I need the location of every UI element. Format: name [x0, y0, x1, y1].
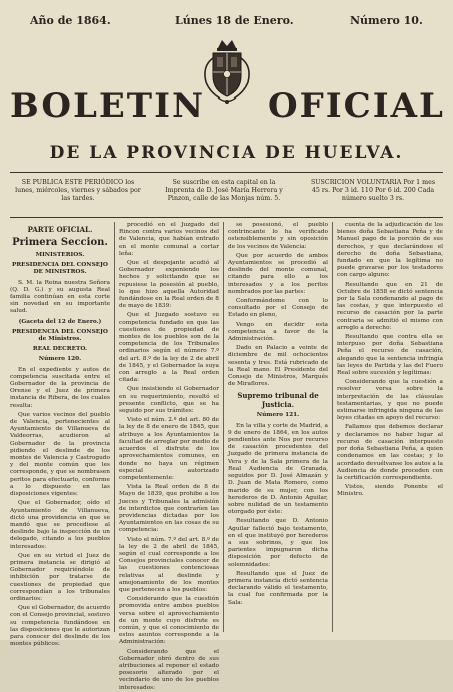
masthead-top-line: [0, 14, 453, 32]
subscription-address: Se suscribe en esta capital en la Imprenta de D. José María Herrera y Pinzon, calle de las Monjas núm. 5.: [165, 179, 283, 202]
column-divider: [114, 222, 115, 632]
paragraph: Considerando que el Gobernador obró dentro de sus atribuciones al reponer el estado posesorio alterado por el vecindario de uno de los pueblos interesados:: [119, 648, 219, 691]
title-word-boletin: BOLETIN: [10, 86, 206, 126]
paragraph: Que el despojante acudió al Gobernador exponiendo los hechos y solicitando que se repusiese la posesión al pueblo, lo que hizo aquella Autoridad fundándose en la Real orden de 8 de mayo de 1839:: [119, 260, 219, 310]
column-divider: [223, 222, 224, 632]
section-heading: REAL DECRETO.: [32, 346, 88, 353]
issue-number: Número 10.: [350, 14, 423, 27]
paragraph: procedió en el Juzgado del Rincon contra varios vecinos del de Valencia, que habían entrado en el monte comunal a cortar leña:: [119, 222, 219, 257]
paragraph: Considerando que la cuestión a resolver versa sobre la interpretación de las cláusulas testamentarias, y que no puede estimarse infringida ninguna de las leyes citadas en apoyo del recurso:: [337, 379, 443, 422]
date-label: Lúnes 18 de Enero.: [175, 14, 294, 27]
text-column-1: [10, 222, 110, 648]
paragraph: En el expediente y autos de competencia suscitada entre el Gobernador de la provincia de Orense y el Juez de primera instancia de Ribera, de los cuales resulta:: [10, 366, 110, 409]
paragraph: Que varios vecinos del pueblo de Valencia, pertenecientes al Ayuntamiento de Villanueva de Valdeorras, acudieron al Gobernador de la provincia pidiendo el deslinde de los montes de Valencia y Castrogudo y del monte común que les corresponde, y que se nombrasen peritos para efectuarlo, conforme a lo dispuesto en las disposiciones vigentes:: [10, 411, 110, 498]
section-heading: Número 120.: [38, 356, 82, 363]
newspaper-title: [10, 86, 443, 130]
section-heading: Supremo tribunal de Justicia.: [237, 391, 319, 410]
section-heading: (Gaceta del 12 de Enero.): [18, 318, 102, 325]
paragraph: Dado en Palacio a veinte de diciembre de mil ochocientos sesenta y tres. Está rubricado de la Real mano. El Presidente del Consejo de Ministros, Marqués de Miraflores.: [228, 345, 328, 388]
section-heading: PARTE OFICIAL.: [27, 225, 93, 234]
info-rule: [10, 217, 443, 218]
paragraph: En la villa y corte de Madrid, a 9 de enero de 1864, en los autos pendientes ante Nos por recurso de casación procedentes del Juzgado de primera instancia de Vera y de la Sala primera de la Real Audiencia de Granada, seguidos por D. José Almazán y D. Juan de Mata Romero, como marido de su mujer, con los herederos de D. Antonio Aguilar, sobre nulidad de un testamento otorgado por éste:: [228, 422, 328, 516]
paragraph: Que por acuerdo de ambos Ayuntamientos se procedió al deslinde del monte comunal, citando para ello a los interesados y a los peritos nombrados por las partes:: [228, 252, 328, 295]
paragraph: Visto el núm. 2.º del art. 80 de la ley de 8 de enero de 1845, que atribuye a los Ayuntamientos la facultad de arreglar por medio de acuerdos el disfrute de los aprovechamientos comunes, en donde no haya un régimen especial autorizado competentemente:: [119, 417, 219, 481]
text-column-4: [337, 222, 443, 640]
paragraph: Conformándome con lo consultado por el Consejo de Estado en pleno,: [228, 298, 328, 319]
paragraph: Resultando que en 21 de Octubre de 1858 se dictó sentencia por la Sala condenando al pago de las costas, y que interpuesto el recurso de casación por la parte contraria se admitió el mismo con arreglo a derecho:: [337, 281, 443, 331]
column-divider: [332, 222, 333, 632]
paragraph: Vengo en decidir esta competencia a favor de la Administración.: [228, 321, 328, 343]
title-word-oficial: OFICIAL: [268, 86, 445, 126]
section-heading: PRESIDENCIA DEL CONSEJO DE MINISTROS.: [12, 262, 108, 276]
section-heading: PRESIDENCIA DEL CONSEJO de Ministros.: [12, 328, 108, 343]
text-column-2: [119, 222, 219, 691]
paragraph: Que insistiendo el Gobernador en su requerimiento, resultó el presente conflicto, que se ha seguido por sus trámites:: [119, 386, 219, 415]
section-heading: Número 121.: [256, 412, 300, 419]
paragraph: Resultando que el Juez de primera instancia dictó sentencia declarando válido el testamento, la cual fue confirmada por la Sala:: [228, 570, 328, 606]
paragraph: Que en su virtud el Juez de primera instancia se dirigió al Gobernador requiriéndole de inhibición por tratarse de cuestiones de propiedad que correspondían a los tribunales ordinarios:: [10, 552, 110, 602]
year-label: Año de 1864.: [30, 14, 111, 27]
subscription-prices: SUSCRICION VOLUNTARIA Por 1 mes 45 rs. Por 3 id. 110 Por 6 id. 200 Cada número suelto 3 rs.: [310, 179, 436, 202]
section-heading: Primera Seccion.: [12, 237, 108, 248]
section-heading: MINISTERIOS.: [35, 252, 85, 258]
header-rule: [10, 172, 443, 173]
paragraph: se posesionó, el pueblo contrincante lo ha verificado ostensiblemente y sin oposición de los vecinos de Valencia:: [228, 222, 328, 250]
paragraph: Vista la Real orden de 8 de Mayo de 1839, que prohibe a los Jueces y Tribunales la admisión de interdictos que contraríen las providencias dictadas por los Ayuntamientos en las cosas de su competencia:: [119, 484, 219, 534]
paragraph: S. M. la Reina nuestra Señora (Q. D. G.) y su augusta Real familia continúan en esta corte sin novedad en su importante salud.: [10, 279, 110, 315]
paragraph: Que el Gobernador, oído el Ayuntamiento de Villanueva, dictó una providencia en que se mandó que se procediese al deslinde bajo la inspección de un delegado, citando a los pueblos interesados:: [10, 500, 110, 550]
paragraph: cuenta de la adjudicación de los bienes doña Sebastiana Peña y de Manuel pago de la porción de sus derechos, y que declarándose el derecho de doña Sebastiana, fundado en que la legítima no puede gravarse por los testadores con cargo alguno:: [337, 222, 443, 279]
paragraph: Visto el núm. 7.º del art. 8.º de la ley de 2 de abril de 1845, según el cual corresponde a los Consejos provinciales conocer de las cuestiones contenciosas relativas al deslinde y amojonamiento de los montes que pertenecen a los pueblos:: [119, 536, 219, 593]
province-subtitle: DE LA PROVINCIA DE HUELVA.: [49, 143, 404, 163]
paragraph: Resultando que D. Antonio Aguilar falleció bajo testamento, en el que instituyó por herederos a sus sobrinos, y que los parientes impugnaron dicha disposición por defecto de solemnidades:: [228, 518, 328, 568]
paragraph: Fallamos que debemos declarar y declaramos no haber lugar al recurso de casación interpuesto por doña Sebastiana Peña, a quien condenamos en las costas; y lo acordado devuélvanse los autos a la Audiencia de donde proceden con la certificación correspondiente.: [337, 424, 443, 481]
publication-schedule: SE PUBLICA ESTE PERIÓDICO los lunes, miércoles, viernes y sábados por las tardes.: [15, 179, 141, 202]
text-column-3: [228, 222, 328, 640]
paragraph: Que el Gobernador, de acuerdo con el Consejo provincial, sostuvo su competencia fundándose en las disposiciones que le autorizan para conocer del deslinde de los montes públicos:: [10, 605, 110, 648]
paragraph: Considerando que la cuestión promovida entre ambos pueblos versa sobre el aprovechamiento de un monte cuyo disfrute es común, y que el conocimiento de estos asuntos corresponde a la Administración:: [119, 596, 219, 646]
paragraph: Que el Juzgado sostuvo su competencia fundado en que las cuestiones de propiedad de montes de los pueblos son de la competencia de los Tribunales ordinarios según el número 7.º del art. 8.º de la ley de 2 de abril de 1845, y el Gobernador la suya con arreglo a la Real orden citada:: [119, 312, 219, 384]
paragraph: Vistos, siendo Ponente el Ministro.: [337, 484, 443, 498]
paragraph: Resultando que contra ella se interpuso por doña Sebastiana Peña el recurso de casación, alegando que la sentencia infringía las leyes de Partida y las del Fuero Real sobre sucesión y legítimas:: [337, 334, 443, 377]
